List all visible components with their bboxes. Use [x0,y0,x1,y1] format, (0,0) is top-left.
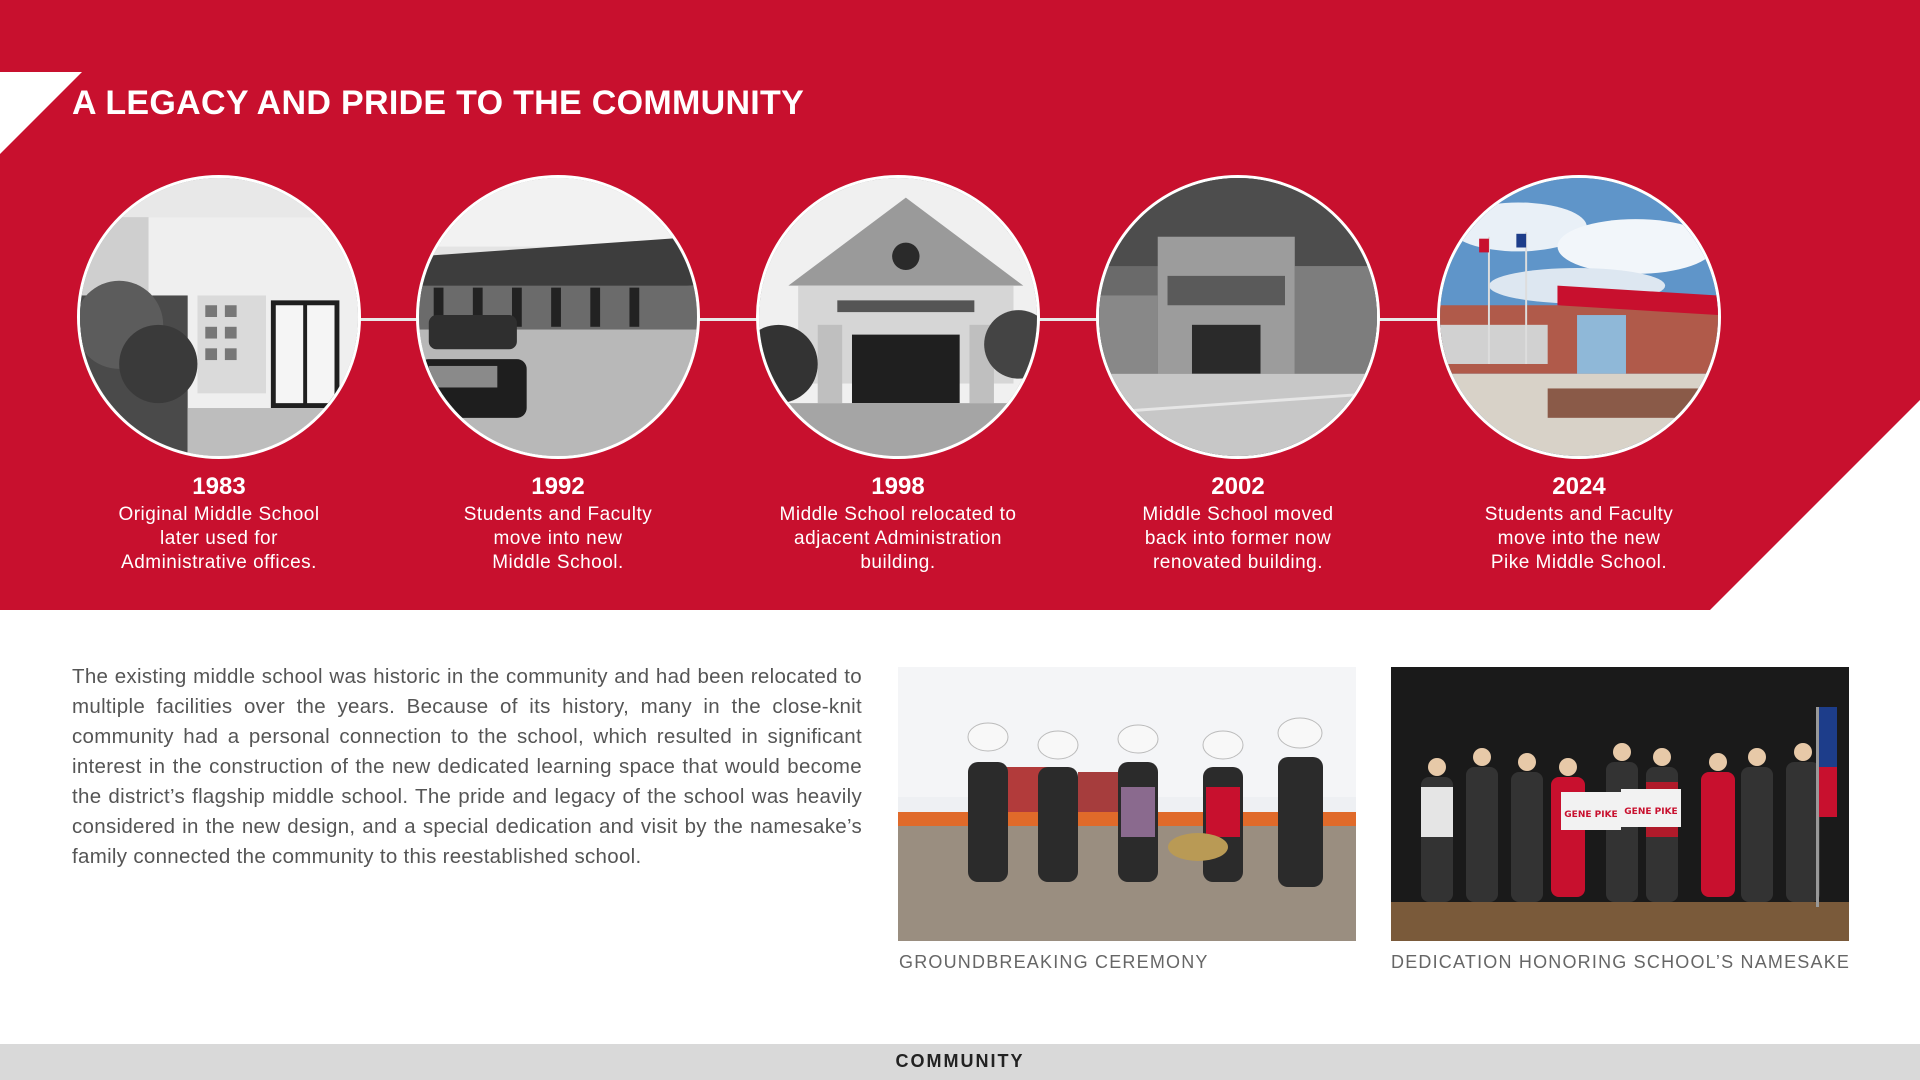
page-title: A LEGACY AND PRIDE TO THE COMMUNITY [72,84,805,122]
timeline-item-2024 [1429,175,1729,575]
dedication-caption: DEDICATION HONORING SCHOOL’S NAMESAKE [1391,952,1851,972]
timeline-item-1983 [69,175,369,575]
footer-bar [0,1044,1920,1080]
new-school-photo [1437,175,1721,459]
gene-pike-building-photo [756,175,1040,459]
school-entrance-photo [77,175,361,459]
sign-text-right: GENE PIKE [1624,807,1678,817]
timeline-description: Students and Faculty move into the new Pike Middle School. [1484,504,1674,573]
timeline-description: Middle School moved back into former now renovated building. [1142,504,1334,573]
body-paragraph: The existing middle school was historic in the community and had been relocated to multiple facilities over the years. Because of its history, many in the close-knit community had a personal connection to the school, which resulted in significant interest in the construction of the new dedicated learning space that would become the district’s flagship middle school. The pride and legacy of the school was heavily considered in the new design, and a special dedication and visit by the namesake’s family connected the community to this reestablished school. [72,665,862,868]
timeline-year: 1998 [871,473,925,500]
renovated-building-photo [1096,175,1380,459]
timeline-year: 1992 [531,473,585,500]
groundbreaking-caption: GROUNDBREAKING CEREMONY [899,952,1209,972]
dedication-photo [1391,667,1849,941]
sign-text-left: GENE PIKE [1564,810,1618,820]
timeline-year: 2002 [1211,473,1265,500]
timeline-description: Original Middle School later used for Administrative offices. [118,504,320,573]
timeline-description: Middle School relocated to adjacent Administration building. [779,504,1017,573]
timeline-year: 2024 [1552,473,1606,500]
timeline-item-1998 [748,175,1048,575]
footer-label: COMMUNITY [895,1051,1025,1071]
timeline-year: 1983 [192,473,246,500]
timeline-description: Students and Faculty move into new Middle School. [463,504,653,573]
groundbreaking-photo [898,667,1356,941]
timeline-item-1992 [408,175,708,575]
school-parking-lot-photo [416,175,700,459]
timeline-item-2002 [1088,175,1388,575]
